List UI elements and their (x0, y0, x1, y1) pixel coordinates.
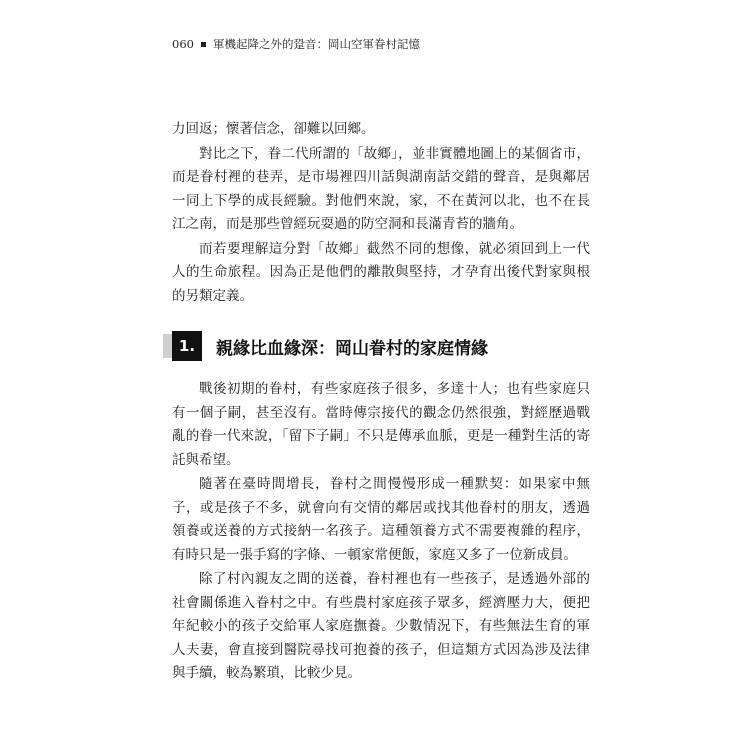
book-title: 軍機起降之外的跫音：岡山空軍眷村記憶 (212, 37, 420, 51)
intro-text-block (172, 118, 590, 308)
paragraph: 戰後初期的眷村，有些家庭孩子很多，多達十人；也有些家庭只有一個子嗣，甚至沒有。當時傳宗接代的觀念仍然很強，對經歷過戰亂的眷一代來說，「留下子嗣」不只是傳承血脈，更是一種對生活的寄託與希望。 (172, 381, 590, 468)
section-number: 1. (178, 337, 196, 355)
section-text-block (172, 378, 590, 686)
paragraph: 對比之下，眷二代所謂的「故鄉」，並非實體地圖上的某個省市，而是眷村裡的巷弄，是市場裡四川話與湖南話交錯的聲音，是與鄰居一同上下學的成長經驗。對他們來說，家，不在黃河以北，也不在長江之南，而是那些曾經玩耍過的防空洞和長滿青苔的牆角。 (172, 145, 590, 232)
paragraph: 除了村內親友之間的送養，眷村裡也有一些孩子，是透過外部的社會關係進入眷村之中。有些農村家庭孩子眾多，經濟壓力大，便把年紀較小的孩子交給軍人家庭撫養。少數情況下，有些無法生育的軍人夫妻，會直接到醫院尋找可抱養的孩子，但這類方式因為涉及法律與手續，較為繁瑣，比較少見。 (172, 571, 590, 681)
section-heading (172, 326, 590, 366)
section-number-badge (172, 331, 202, 361)
paragraph: 而若要理解這分對「故鄉」截然不同的想像，就必須回到上一代人的生命旅程。因為正是他們的離散與堅持，才孕育出後代對家與根的另類定義。 (172, 240, 590, 304)
paragraph: 隨著在臺時間增長，眷村之間慢慢形成一種默契：如果家中無子，或是孩子不多，就會向有交情的鄰居或找其他眷村的朋友，透過領養或送養的方式接納一名孩子。這種領養方式不需要複雜的程序，有時只是一張手寫的字條、一頓家常便飯，家庭又多了一位新成員。 (172, 476, 590, 563)
page-number: 060 (172, 37, 194, 51)
header-bullet-icon (201, 42, 206, 47)
running-header (172, 36, 420, 52)
paragraph: 力回返；懷著信念，卻難以回鄉。 (172, 121, 375, 137)
section-title: 親緣比血緣深：岡山眷村的家庭情緣 (216, 338, 488, 359)
